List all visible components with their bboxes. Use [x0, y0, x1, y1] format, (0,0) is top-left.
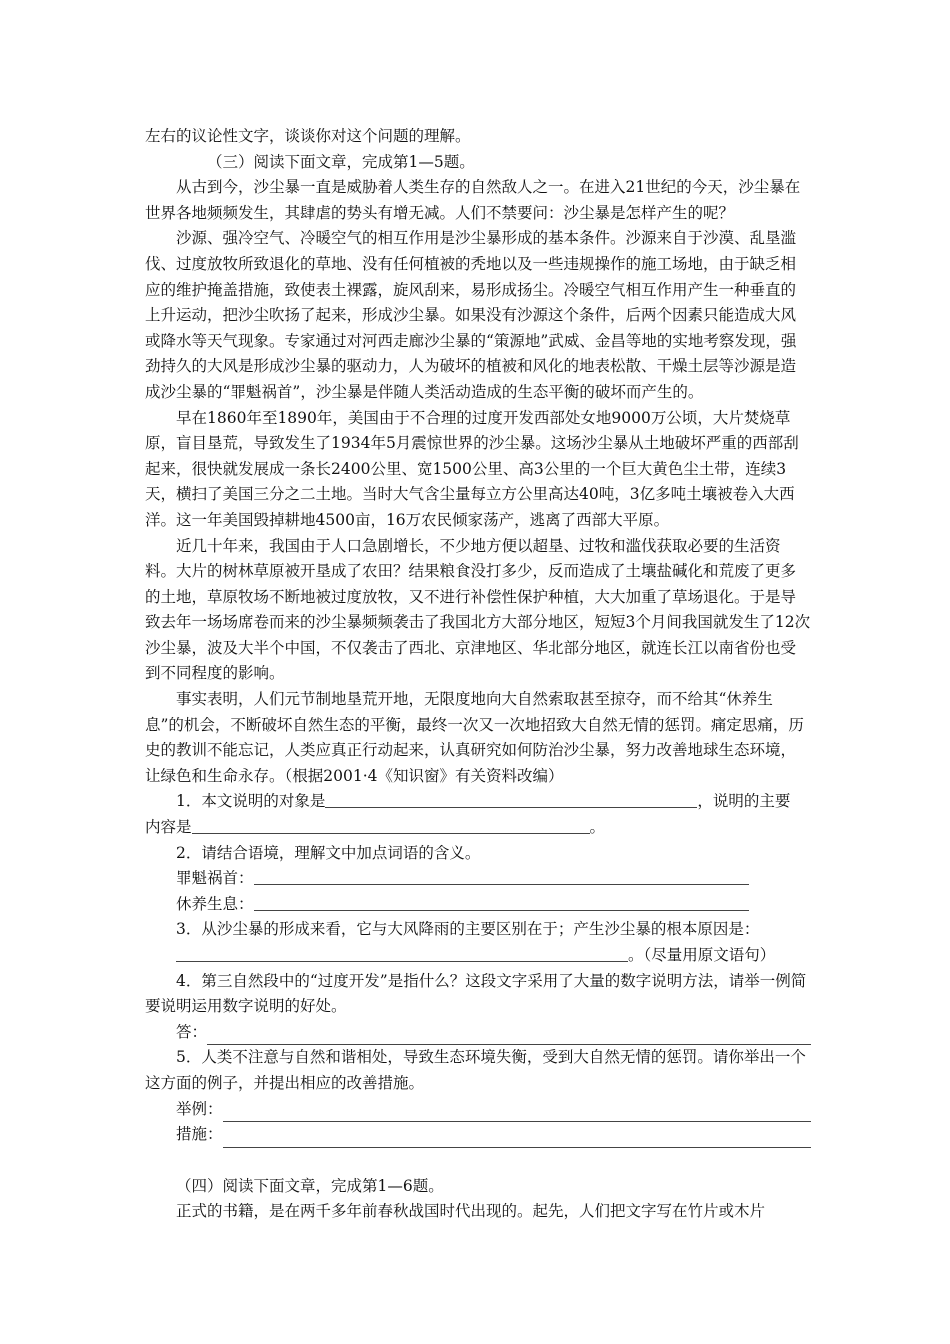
question-1-blank-object[interactable] — [325, 791, 697, 808]
section3-paragraph-1: 从古到今，沙尘暴一直是威胁着人类生存的自然敌人之一。在进入21世纪的今天，沙尘暴在世界各地频频发生，其肆虐的势头有增无减。人们不禁要问：沙尘暴是怎样产生的呢？ — [145, 178, 801, 222]
section3-paragraph-2: 沙源、强冷空气、冷暖空气的相互作用是沙尘暴形成的基本条件。沙源来自于沙漠、乱垦滥伐、过度放牧所致退化的草地、没有任何植被的秃地以及一些违规操作的施工场地，由于缺乏相应的维护掩盖措施，致使表土裸露，旋风刮来，易形成扬尘。冷暖空气相互作用产生一种垂直的上升运动，把沙尘吹扬了起来，形成沙尘暴。如果没有沙源这个条件，后两个因素只能造成大风或降水等天气现象。专家通过对河西走廊沙尘暴的“策源地”武威、金昌等地的实地考察发现，强劲持久的大风是形成沙尘暴的驱动力，人为破坏的植被和风化的地表松散、干燥土层等沙源是造成沙尘暴的“罪魁祸首”，沙尘暴是伴随人类活动造成的生态平衡的破坏而产生的。 — [145, 229, 797, 401]
question-5-example-line — [145, 1097, 811, 1123]
section-spacer — [145, 1148, 811, 1174]
question-5-measure-label: 措施： — [176, 1125, 223, 1144]
term-2-label: 休养生息： — [176, 894, 254, 913]
question-1-text-b: ，说明的主要 — [697, 792, 791, 811]
document-body — [145, 124, 811, 1225]
question-2-prompt: 2．请结合语境，理解文中加点词语的含义。 — [176, 843, 481, 862]
term-2-answer-blank[interactable] — [254, 894, 749, 911]
question-1-text-a: 1．本文说明的对象是 — [176, 792, 326, 811]
question-1-text-d: 。 — [589, 818, 606, 837]
question-1-blank-content[interactable] — [192, 817, 590, 834]
section3-paragraph-5: 事实表明，人们元节制地垦荒开地，无限度地向大自然索取甚至掠夺，而不给其“休养生息”的机会，不断破坏自然生态的平衡，最终一次又一次地招致大自然无情的惩罚。痛定思痛，历史的教训不能忘记，人类应真正行动起来，认真研究如何防治沙尘暴，努力改善地球生态环境，让绿色和生命永存。（根据2001·4《知识窗》有关资料改编） — [145, 690, 804, 785]
question-4-answer-line — [145, 1020, 811, 1046]
term-1-label: 罪魁祸首： — [176, 869, 254, 888]
question-3-tail: 。（尽量用原文语句） — [628, 946, 776, 964]
question-3-answer-line — [145, 943, 811, 969]
question-5-measure-blank[interactable] — [223, 1131, 811, 1148]
question-3-prompt: 3．从沙尘暴的形成来看，它与大风降雨的主要区别在于；产生沙尘暴的根本原因是： — [176, 920, 760, 939]
question-5-prompt: 5．人类不注意与自然和谐相处，导致生态环境失衡，受到大自然无情的惩罚。请你举出一个这方面的例子，并提出相应的改善措施。 — [145, 1048, 806, 1092]
section4-heading: （四）阅读下面文章，完成第1—6题。 — [176, 1176, 444, 1195]
question-5-example-label: 举例： — [176, 1099, 223, 1118]
question-4-prompt: 4．第三自然段中的“过度开发”是指什么？这段文字采用了大量的数字说明方法，请举一例简要说明运用数字说明的好处。 — [145, 971, 807, 1016]
intro-tail-text: 左右的议论性文字，谈谈你对这个问题的理解。 — [145, 127, 471, 145]
question-3-answer-blank[interactable] — [176, 945, 628, 962]
section3-paragraph-4: 近几十年来，我国由于人口急剧增长，不少地方便以超垦、过牧和滥伐获取必要的生活资料。大片的树林草原被开垦成了农田？结果粮食没打多少，反而造成了土壤盐碱化和荒废了更多的土地，草原牧场不断地被过度放牧，又不进行补偿性保护种植，大大加重了草场退化。于是导致去年一场场席卷而来的沙尘暴频频袭击了我国北方大部分地区，短短3个月间我国就发生了12次沙尘暴，波及大半个中国，不仅袭击了西北、京津地区、华北部分地区，就连长江以南省份也受到不同程度的影响。 — [145, 536, 811, 683]
section4-paragraph-1: 正式的书籍，是在两千多年前春秋战国时代出现的。起先，人们把文字写在竹片或木片 — [176, 1202, 766, 1221]
question-5-measure-line — [145, 1122, 811, 1148]
term-1-answer-blank[interactable] — [254, 868, 749, 885]
section3-paragraph-3: 早在1860年至1890年，美国由于不合理的过度开发西部处女地9000万公顷，大片焚烧草原，盲目垦荒，导致发生了1934年5月震惊世界的沙尘暴。这场沙尘暴从土地破坏严重的西部刮起来，很快就发展成一条长2400公里、宽1500公里、高3公里的一个巨大黄色尘土带，连续3天，横扫了美国三分之二土地。当时大气含尘量每立方公里高达40吨，3亿多吨土壤被卷入大西洋。这一年美国毁掉耕地4500亩，16万农民倾家荡产，逃离了西部大平原。 — [145, 408, 799, 529]
question-1-text-c: 内容是 — [145, 818, 192, 837]
question-4-answer-blank[interactable] — [207, 1028, 811, 1045]
question-2-term-2 — [145, 892, 811, 918]
question-2-term-1 — [145, 866, 811, 892]
question-5-example-blank[interactable] — [223, 1105, 811, 1122]
question-4-answer-label: 答： — [176, 1022, 208, 1041]
question-1 — [145, 789, 811, 840]
section3-heading: （三）阅读下面文章，完成第1—5题。 — [207, 152, 475, 171]
